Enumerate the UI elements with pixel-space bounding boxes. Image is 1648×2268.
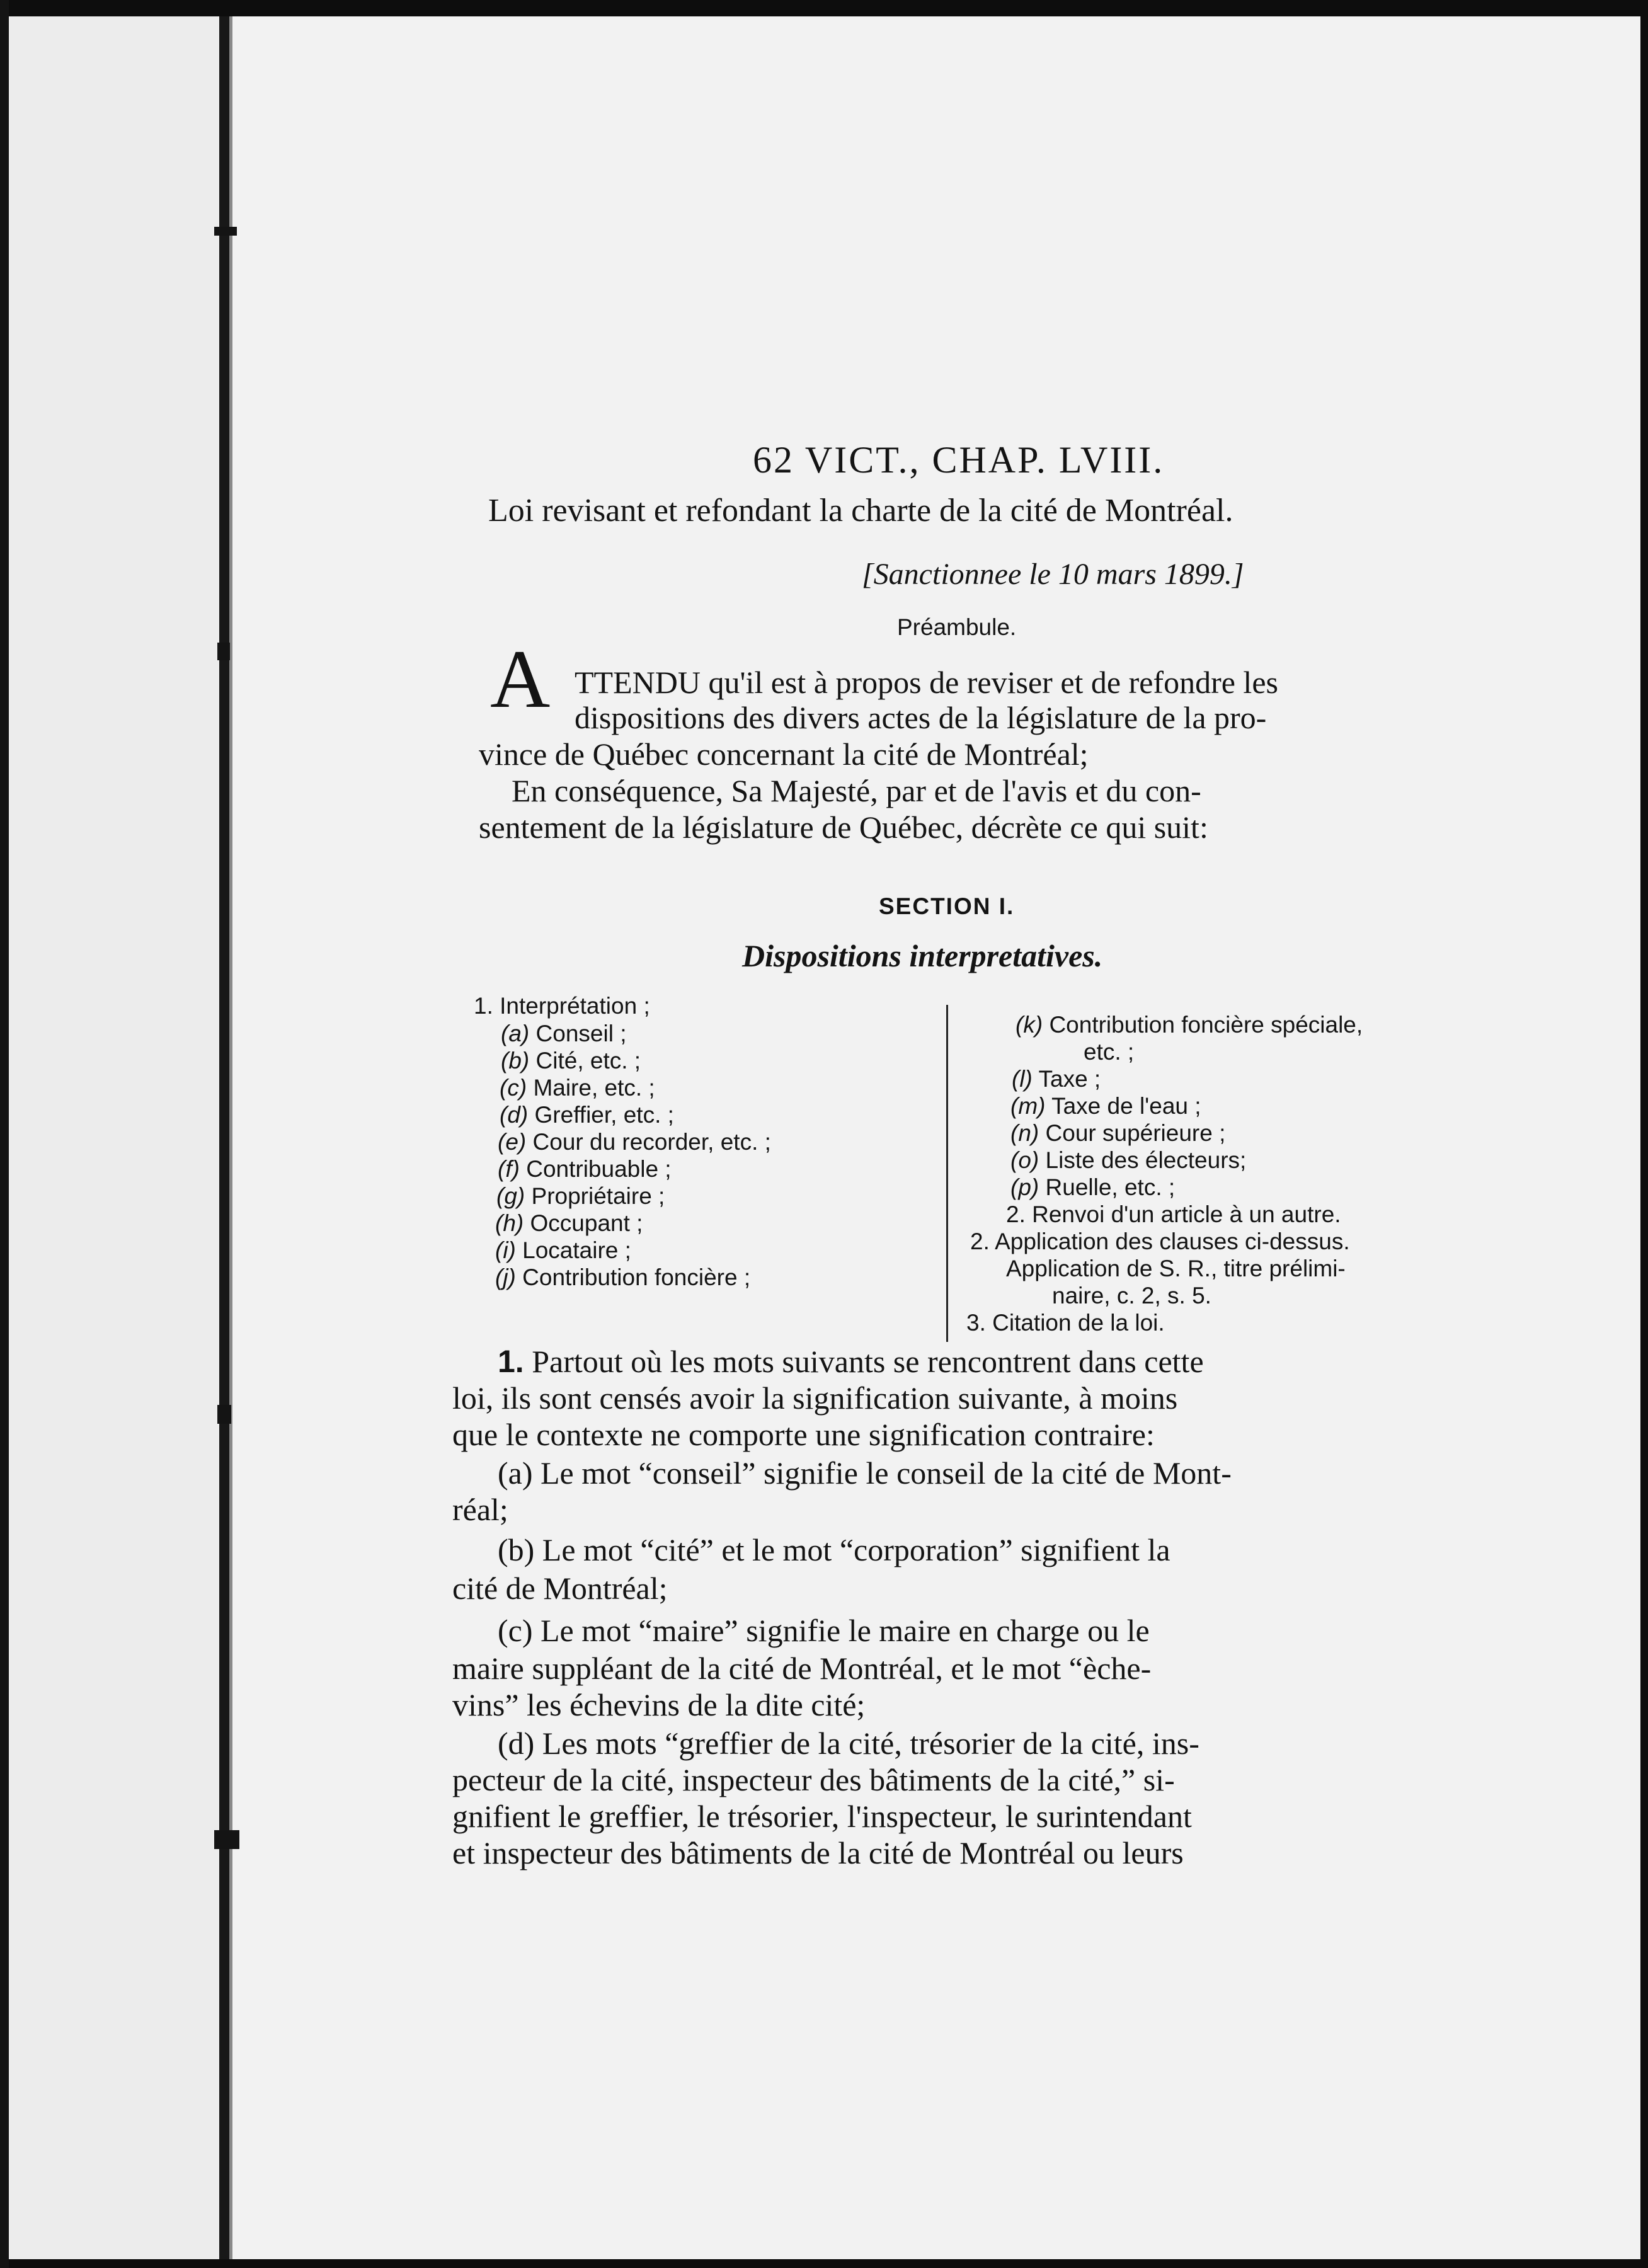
toc-item: [495, 1239, 631, 1262]
body-line: cité de Montréal;: [452, 1571, 668, 1606]
toc-letter: (o): [1010, 1147, 1039, 1173]
toc-letter: (n): [1010, 1120, 1039, 1146]
body-line: et inspecteur des bâtiments de la cité de Montréal ou leurs: [452, 1835, 1184, 1870]
toc-item: [500, 1076, 655, 1099]
toc-text: Maire, etc. ;: [533, 1075, 655, 1101]
toc-item: [1010, 1121, 1225, 1145]
toc-letter: (i): [495, 1237, 516, 1263]
body-line: (c) Le mot “maire” signifie le maire en charge ou le: [498, 1613, 1150, 1648]
body-line: réal;: [452, 1492, 508, 1527]
toc-column-divider: [946, 1005, 948, 1342]
toc-letter: (g): [496, 1183, 525, 1209]
toc-text: Contribution foncière ;: [522, 1264, 751, 1290]
toc-item: [498, 1157, 672, 1181]
scan-border-bottom: [0, 2259, 1648, 2268]
body-line: gnifient le greffier, le trésorier, l'inspecteur, le surintendant: [452, 1799, 1192, 1834]
toc-item: [501, 1022, 626, 1045]
toc-text: Taxe ;: [1038, 1066, 1101, 1092]
toc-text: Contribution foncière spéciale,: [1049, 1012, 1363, 1038]
spine-mark: [214, 227, 237, 236]
section-subtitle: Dispositions interpretatives.: [742, 938, 1103, 973]
toc-text: Propriétaire ;: [531, 1183, 665, 1209]
toc-letter: (m): [1010, 1093, 1046, 1119]
toc-letter: (d): [500, 1102, 529, 1128]
book-spine-shadow: [229, 16, 232, 2259]
section-title: SECTION I.: [879, 893, 1015, 919]
toc-text: Contribuable ;: [526, 1156, 672, 1182]
toc-letter: (b): [501, 1048, 530, 1074]
toc-text: etc. ;: [1084, 1039, 1135, 1065]
toc-text: Ruelle, etc. ;: [1045, 1174, 1176, 1200]
toc-item: 2. Renvoi d'un article à un autre.: [1006, 1201, 1341, 1227]
toc-text: Occupant ;: [530, 1210, 643, 1236]
body-line: loi, ils sont censés avoir la signification suivante, à moins: [452, 1380, 1178, 1416]
law-title: Loi revisant et refondant la charte de la cité de Montréal.: [488, 493, 1233, 529]
toc-letter: (h): [495, 1210, 524, 1236]
preamble-margin-label: Préambule.: [897, 614, 1017, 640]
spine-mark: [217, 643, 230, 660]
toc-item: [501, 1049, 641, 1072]
body-text: Partout où les mots suivants se rencontrent dans cette: [532, 1344, 1204, 1379]
toc-letter: (f): [498, 1156, 520, 1182]
toc-text: Cité, etc. ;: [535, 1048, 641, 1074]
spine-mark: [217, 1405, 231, 1424]
toc-text: Taxe de l'eau ;: [1051, 1093, 1201, 1119]
preamble-line: vince de Québec concernant la cité de Montréal;: [479, 736, 1089, 772]
body-line: [498, 1346, 1204, 1377]
body-line: pecteur de la cité, inspecteur des bâtiments de la cité,” si-: [452, 1762, 1175, 1797]
body-line: que le contexte ne comporte une signification contraire:: [452, 1417, 1155, 1452]
toc-item: Application de S. R., titre prélimi-: [1006, 1256, 1346, 1281]
toc-text: Locataire ;: [522, 1237, 631, 1263]
toc-item: [1010, 1094, 1201, 1118]
toc-item: [1084, 1040, 1134, 1063]
preamble-line: TTENDU qu'il est à propos de reviser et de refondre les: [575, 665, 1278, 700]
body-line: vins” les échevins de la dite cité;: [452, 1687, 866, 1722]
preamble-line: sentement de la législature de Québec, décrète ce qui suit:: [479, 810, 1208, 845]
page-sheet: [232, 16, 1640, 2259]
toc-item: [1012, 1067, 1101, 1091]
binding-margin: [0, 0, 220, 2268]
toc-item: [1010, 1176, 1175, 1199]
toc-letter: (p): [1010, 1174, 1039, 1200]
toc-letter: (j): [495, 1264, 516, 1290]
body-line: maire suppléant de la cité de Montréal, et le mot “èche-: [452, 1651, 1152, 1686]
preamble-line: dispositions des divers actes de la législature de la pro-: [575, 700, 1267, 735]
scan-border-right: [1640, 0, 1648, 2268]
toc-item: [1010, 1148, 1246, 1172]
toc-item: [1016, 1013, 1363, 1036]
toc-item: [500, 1103, 674, 1126]
body-line: (d) Les mots “greffier de la cité, trésorier de la cité, ins-: [498, 1726, 1199, 1761]
toc-text: Greffier, etc. ;: [534, 1102, 674, 1128]
preamble-line: En conséquence, Sa Majesté, par et de l'avis et du con-: [512, 773, 1201, 808]
toc-letter: (c): [500, 1075, 527, 1101]
drop-cap: A: [490, 633, 551, 725]
sanction-date: [Sanctionnee le 10 mars 1899.]: [862, 558, 1244, 591]
toc-text: Cour du recorder, etc. ;: [532, 1129, 771, 1155]
toc-item: [495, 1211, 643, 1235]
body-line: (b) Le mot “cité” et le mot “corporation” signifient la: [498, 1532, 1170, 1567]
scan-border-top: [0, 0, 1648, 16]
toc-text: Conseil ;: [535, 1021, 627, 1046]
toc-item: [498, 1130, 771, 1154]
toc-text: Liste des électeurs;: [1045, 1147, 1247, 1173]
chapter-heading: 62 VICT., CHAP. LVIII.: [753, 439, 1165, 481]
body-line: (a) Le mot “conseil” signifie le conseil de la cité de Mont-: [498, 1455, 1232, 1491]
scan-border-left: [0, 0, 9, 2268]
toc-item: 2. Application des clauses ci-dessus.: [970, 1228, 1350, 1254]
spine-mark: [214, 1830, 239, 1849]
toc-heading: 1. Interprétation ;: [474, 993, 650, 1019]
toc-item: [496, 1184, 665, 1208]
article-number: 1.: [498, 1344, 524, 1379]
toc-text: Cour supérieure ;: [1045, 1120, 1226, 1146]
toc-item: [495, 1266, 750, 1289]
toc-item: 3. Citation de la loi.: [966, 1310, 1165, 1336]
toc-item: naire, c. 2, s. 5.: [1052, 1283, 1211, 1309]
toc-letter: (k): [1016, 1012, 1043, 1038]
book-spine: [219, 16, 229, 2259]
toc-letter: (l): [1012, 1066, 1033, 1092]
toc-letter: (e): [498, 1129, 527, 1155]
toc-letter: (a): [501, 1021, 530, 1046]
